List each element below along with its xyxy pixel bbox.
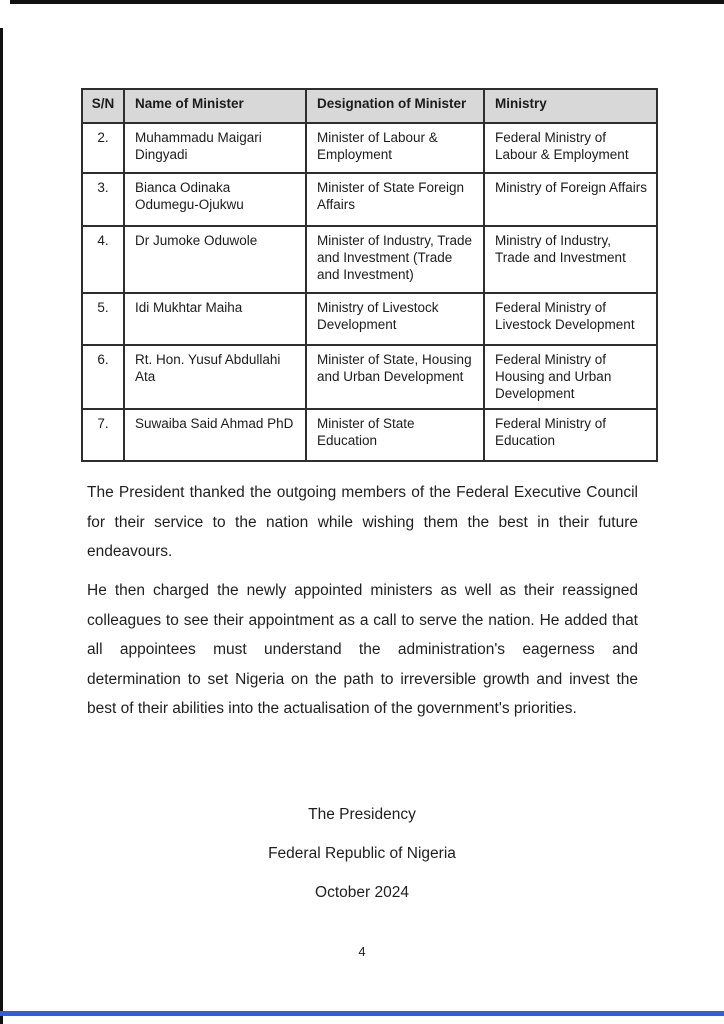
cell-sn: 4. <box>82 226 124 293</box>
table-row <box>82 226 657 293</box>
cell-sn: 3. <box>82 173 124 226</box>
cell-ministry: Federal Ministry of Livestock Development <box>484 293 657 345</box>
cell-designation: Minister of Labour & Employment <box>306 123 484 173</box>
body-paragraph-1: The President thanked the outgoing members of the Federal Executive Council for their service to the nation while wishing them the best in their future endeavours. <box>87 484 638 560</box>
cell-ministry: Ministry of Foreign Affairs <box>484 173 657 226</box>
column-header-ministry: Ministry <box>484 89 657 123</box>
table-row <box>82 345 657 409</box>
footer-country: Federal Republic of Nigeria <box>268 845 456 862</box>
cell-name: Rt. Hon. Yusuf Abdullahi Ata <box>124 345 306 409</box>
body-paragraph-2: He then charged the newly appointed ministers as well as their reassigned colleagues to see their appointment as a call to serve the nation. He added that all appointees must understand the administration's eagerness and determination to set Nigeria on the path to irreversible growth and invest the best of their abilities into the actualisation of the government's priorities. <box>87 582 638 717</box>
cell-name: Suwaiba Said Ahmad PhD <box>124 409 306 461</box>
footer-presidency: The Presidency <box>308 806 416 823</box>
column-header-name: Name of Minister <box>124 89 306 123</box>
cell-sn: 7. <box>82 409 124 461</box>
cell-ministry: Federal Ministry of Education <box>484 409 657 461</box>
scan-edge-left-line <box>0 28 3 1024</box>
page-number: 4 <box>358 944 366 959</box>
scan-edge-top-line <box>10 0 724 4</box>
column-header-sn: S/N <box>82 89 124 123</box>
cell-ministry: Federal Ministry of Housing and Urban Development <box>484 345 657 409</box>
cell-sn: 6. <box>82 345 124 409</box>
cell-ministry: Ministry of Industry, Trade and Investment <box>484 226 657 293</box>
table-row <box>82 173 657 226</box>
cell-name: Dr Jumoke Oduwole <box>124 226 306 293</box>
cell-name: Idi Mukhtar Maiha <box>124 293 306 345</box>
cell-designation: Minister of State, Housing and Urban Development <box>306 345 484 409</box>
table-header-row <box>82 89 657 123</box>
cell-designation: Minister of State Education <box>306 409 484 461</box>
footer-date: October 2024 <box>315 884 409 901</box>
cell-name: Muhammadu Maigari Dingyadi <box>124 123 306 173</box>
table-row <box>82 293 657 345</box>
cell-designation: Minister of Industry, Trade and Investment (Trade and Investment) <box>306 226 484 293</box>
cell-sn: 5. <box>82 293 124 345</box>
table-row <box>82 123 657 173</box>
cell-designation: Ministry of Livestock Development <box>306 293 484 345</box>
cell-ministry: Federal Ministry of Labour & Employment <box>484 123 657 173</box>
table-row <box>82 409 657 461</box>
ministers-table <box>81 88 658 462</box>
column-header-designation: Designation of Minister <box>306 89 484 123</box>
cell-sn: 2. <box>82 123 124 173</box>
cell-designation: Minister of State Foreign Affairs <box>306 173 484 226</box>
scan-edge-bottom-line <box>0 1011 724 1016</box>
cell-name: Bianca Odinaka Odumegu-Ojukwu <box>124 173 306 226</box>
